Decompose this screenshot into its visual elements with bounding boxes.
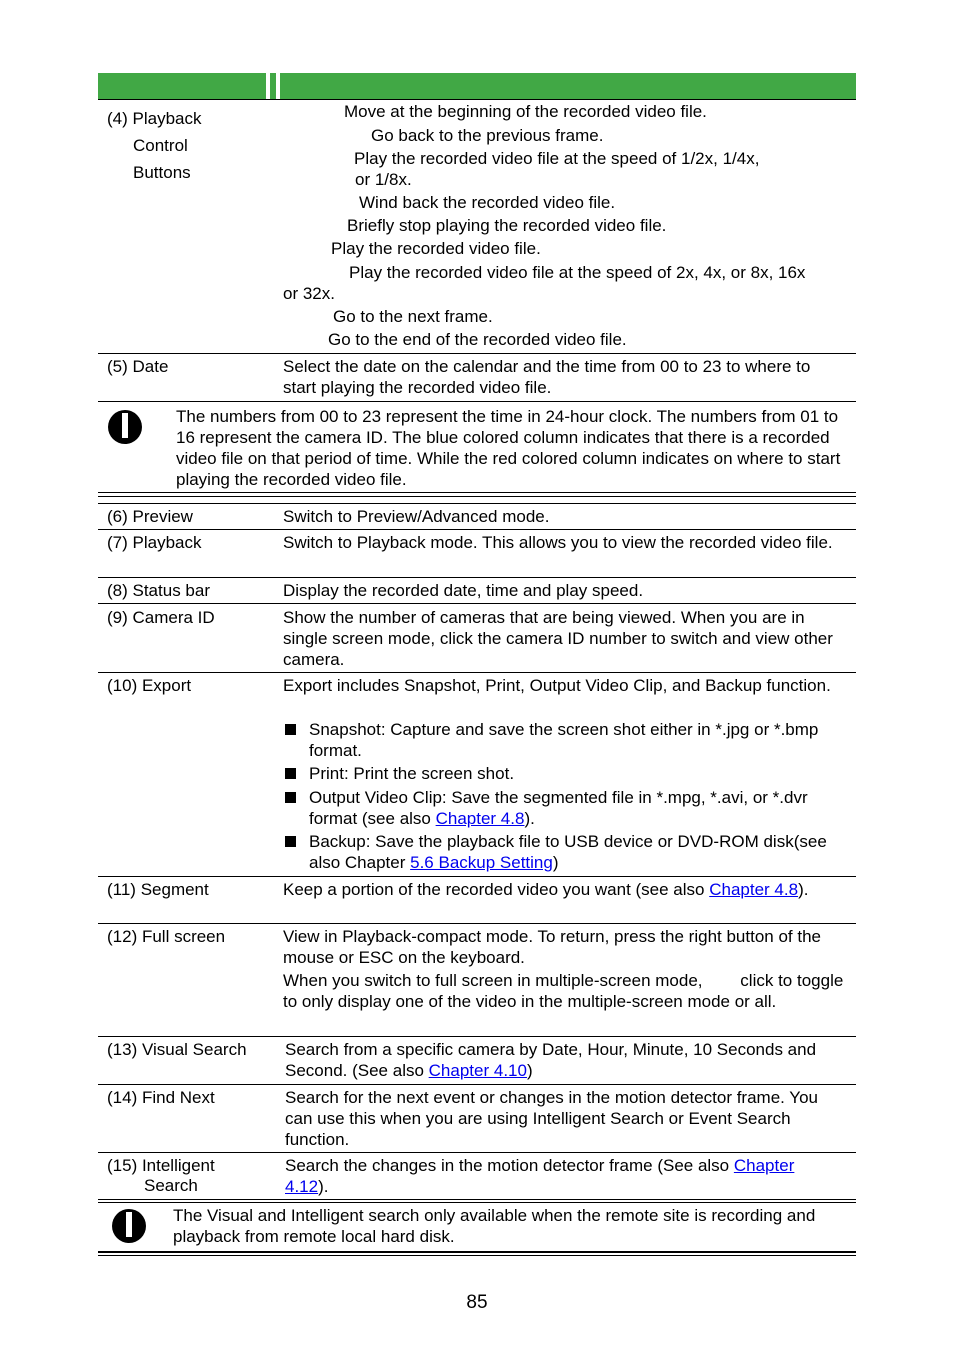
cameraid-label: (9) Camera ID — [107, 608, 215, 627]
intelligent-label-line: Search — [144, 1176, 198, 1195]
fullscreen-desc-2: When you switch to full screen in multiple-screen mode, click to toggle to only display one of the video in the multiple-screen mode or all. — [283, 971, 849, 1011]
intelligent-label-line: (15) Intelligent — [107, 1156, 215, 1175]
playback-item-slow: Play the recorded video file at the speed of 1/2x, 1/4x, — [354, 149, 760, 168]
note-remote-search: The Visual and Intelligent search only available when the remote site is recording and playback from remote local hard disk. — [173, 1206, 816, 1246]
chapter-4-8-link[interactable]: Chapter 4.8 — [709, 880, 799, 899]
intelligent-search-text: Search the changes in the motion detector frame (See also — [285, 1156, 734, 1175]
chapter-4-8-link[interactable]: Chapter 4.8 — [435, 809, 525, 828]
divider — [98, 1199, 856, 1200]
date-desc: Select the date on the calendar and the time from 00 to 23 to where to start playing the recorded video file. — [283, 357, 811, 397]
table-header-right — [280, 73, 856, 99]
preview-label: (6) Preview — [107, 507, 193, 526]
playback-label-line: (4) Playback — [107, 109, 202, 128]
segment-text: Keep a portion of the recorded video you want (see also — [283, 880, 710, 899]
visual-search-end: ) — [526, 1061, 533, 1080]
date-label: (5) Date — [107, 357, 169, 376]
export-output-text: Output Video Clip: Save the segmented file in *.mpg, *.avi, or *.dvr format (see also — [309, 788, 808, 828]
playback-item-begin: Move at the beginning of the recorded video file. — [344, 102, 707, 121]
export-label: (10) Export — [107, 676, 192, 695]
divider — [98, 1152, 856, 1153]
divider — [98, 353, 856, 354]
export-desc: Export includes Snapshot, Print, Output Video Clip, and Backup function. — [283, 676, 831, 695]
statusbar-label: (8) Status bar — [107, 581, 210, 600]
export-print: Print: Print the screen shot. — [309, 764, 515, 783]
divider — [98, 492, 856, 493]
playback-mode-desc: Switch to Playback mode. This allows you to view the recorded video file. — [283, 533, 833, 552]
info-icon — [108, 410, 142, 444]
find-next-label: (14) Find Next — [107, 1088, 215, 1107]
playback-label — [107, 108, 201, 183]
playback-item-fast-cont: or 32x. — [283, 284, 335, 303]
divider — [98, 923, 856, 924]
playback-item-play: Play the recorded video file. — [331, 239, 541, 258]
playback-item-rewind: Wind back the recorded video file. — [359, 193, 616, 212]
bullet-icon — [285, 724, 296, 735]
visual-search-text: Search from a specific camera by Date, Hour, Minute, 10 Seconds and Second. (See also — [285, 1040, 817, 1080]
visual-search-label: (13) Visual Search — [107, 1040, 247, 1059]
bullet-icon — [285, 768, 296, 779]
divider — [98, 577, 856, 578]
intelligent-search-label — [107, 1155, 277, 1196]
divider — [98, 1036, 856, 1037]
info-icon — [112, 1209, 146, 1243]
table-header-divider — [270, 73, 276, 99]
playback-item-next-frame: Go to the next frame. — [333, 307, 493, 326]
playback-label-line: Buttons — [133, 163, 191, 182]
bullet-icon — [285, 792, 296, 803]
chapter-4-12-link[interactable]: Chapter 4.12 — [285, 1156, 795, 1196]
divider — [98, 1202, 856, 1203]
find-next-desc: Search for the next event or changes in the motion detector frame. You can use this when you are using Intelligent Search or Event Search function. — [285, 1088, 818, 1149]
intelligent-search-desc — [285, 1155, 840, 1197]
export-output — [309, 787, 839, 829]
export-backup-end: ) — [552, 853, 559, 872]
fullscreen-label: (12) Full screen — [107, 927, 226, 946]
divider — [98, 503, 856, 504]
preview-desc: Switch to Preview/Advanced mode. — [283, 507, 550, 526]
playback-item-prev-frame: Go back to the previous frame. — [371, 126, 604, 145]
divider — [98, 1255, 856, 1256]
export-output-end: ). — [524, 809, 535, 828]
backup-setting-link[interactable]: 5.6 Backup Setting — [410, 853, 553, 872]
playback-item-end: Go to the end of the recorded video file. — [328, 330, 627, 349]
note-time-camera: The numbers from 00 to 23 represent the time in 24-hour clock. The numbers from 01 to 16 represent the camera ID. The blue colored column indicates that there is a recorded video file on that period of time. While the red colored column indicates on where to start playing the recorded video file. — [176, 407, 841, 489]
playback-mode-label: (7) Playback — [107, 533, 202, 552]
fullscreen-desc — [283, 926, 848, 1012]
chapter-4-10-link[interactable]: Chapter 4.10 — [428, 1061, 527, 1080]
divider — [98, 1084, 856, 1085]
playback-item-fast: Play the recorded video file at the speed of 2x, 4x, or 8x, 16x — [349, 263, 806, 282]
bullet-icon — [285, 836, 296, 847]
divider — [98, 603, 856, 604]
cameraid-desc: Show the number of cameras that are being viewed. When you are in single screen mode, click the camera ID number to switch and view other camera. — [283, 608, 833, 669]
segment-label: (11) Segment — [107, 880, 209, 899]
playback-label-line: Control — [133, 136, 188, 155]
segment-end: ). — [798, 880, 809, 899]
divider — [98, 1251, 856, 1253]
divider — [98, 401, 856, 402]
fullscreen-desc-1: View in Playback-compact mode. To return, press the right button of the mouse or ESC on the keyboard. — [283, 927, 821, 967]
divider — [98, 529, 856, 530]
divider — [98, 496, 856, 497]
visual-search-desc — [285, 1039, 850, 1081]
export-backup — [309, 831, 839, 873]
divider — [98, 99, 856, 100]
export-backup-text: Backup: Save the playback file to USB device or DVD-ROM disk(see also Chapter — [309, 832, 827, 872]
playback-item-pause: Briefly stop playing the recorded video file. — [347, 216, 667, 235]
segment-desc — [283, 879, 813, 900]
table-header-left — [98, 73, 266, 99]
divider — [98, 876, 856, 877]
statusbar-desc: Display the recorded date, time and play speed. — [283, 581, 644, 600]
intelligent-search-end: ). — [318, 1177, 329, 1196]
page-number: 85 — [466, 1292, 488, 1313]
divider — [98, 672, 856, 673]
export-snapshot: Snapshot: Capture and save the screen shot either in *.jpg or *.bmp format. — [309, 720, 819, 760]
playback-item-slow-cont: or 1/8x. — [355, 170, 412, 189]
